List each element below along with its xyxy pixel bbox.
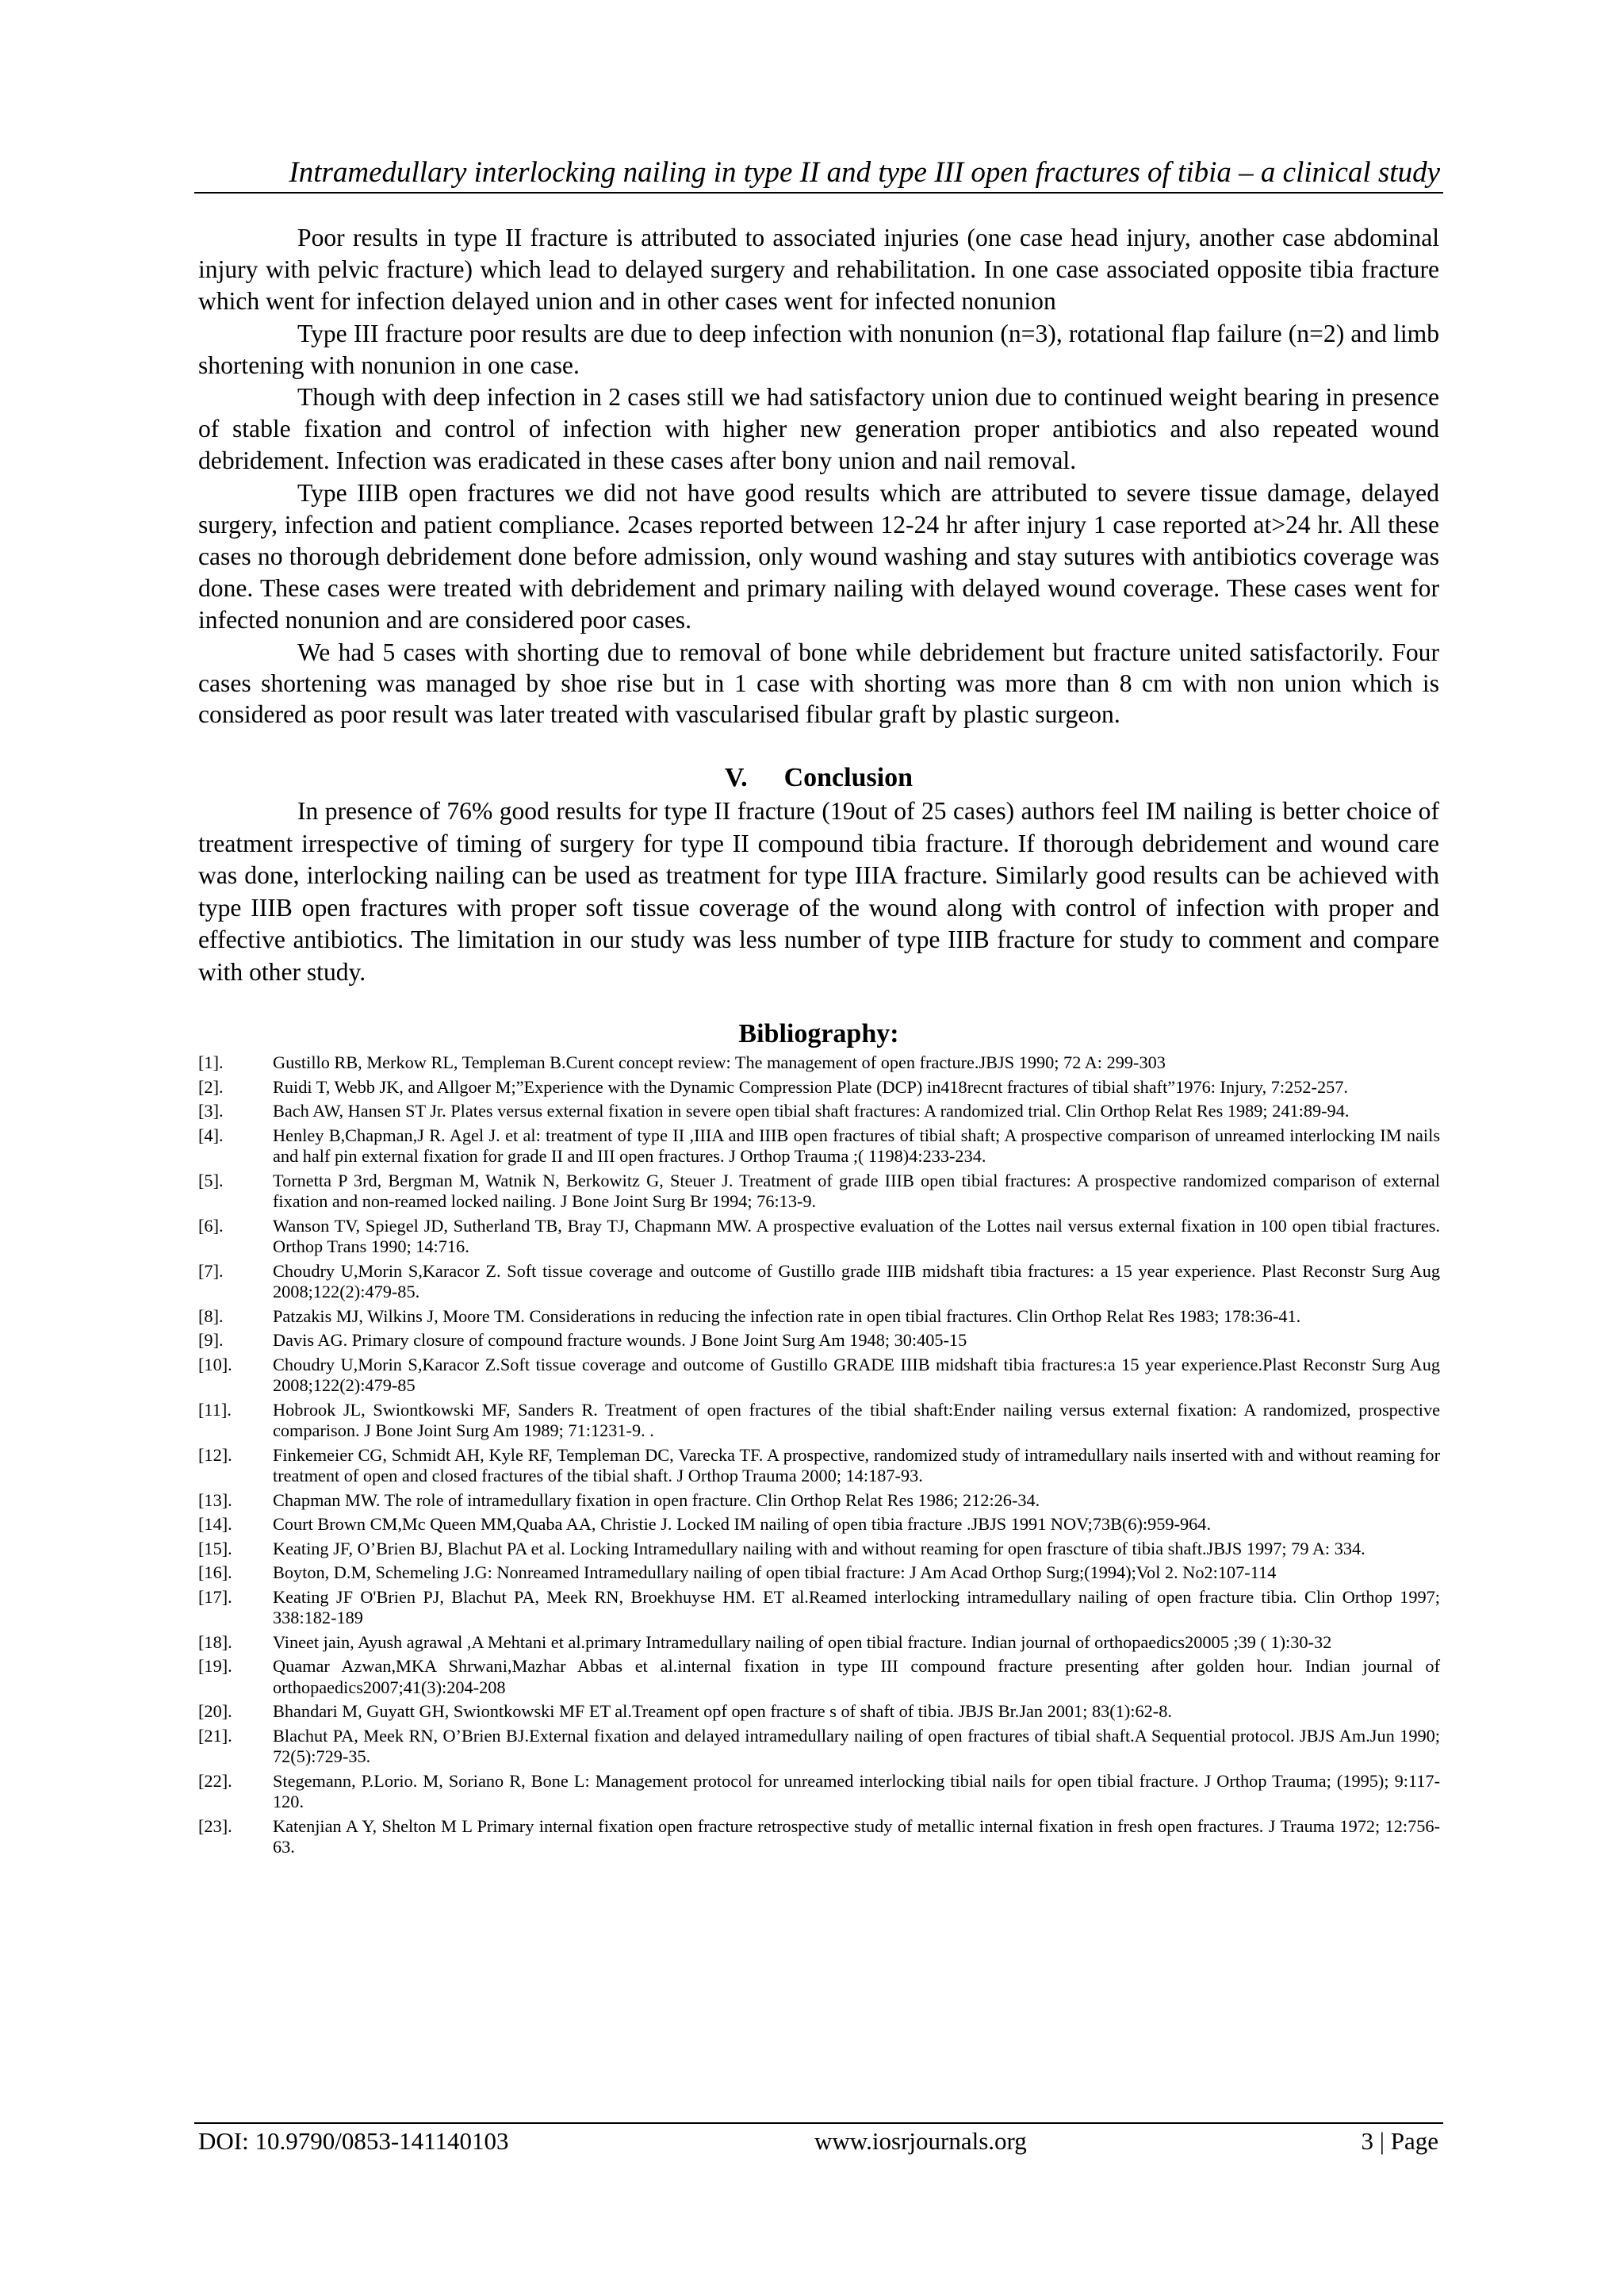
- discussion-body: [198, 222, 1439, 730]
- reference-text: Patzakis MJ, Wilkins J, Moore TM. Considerations in reducing the infection rate in open tibial fractures. Clin Orthop Relat Res 1983; 178:36-41.: [273, 1305, 1301, 1326]
- reference-text: Davis AG. Primary closure of compound fracture wounds. J Bone Joint Surg Am 1948; 30:405-15: [273, 1330, 967, 1350]
- section-title: Conclusion: [783, 763, 914, 792]
- reference-text: Court Brown CM,Mc Queen MM,Quaba AA, Christie J. Locked IM nailing of open tibia fracture .JBJS 1991 NOV;73B(6):959-964.: [273, 1514, 1212, 1534]
- reference-item: [198, 1726, 1440, 1768]
- reference-text: Quamar Azwan,MKA Shrwani,Mazhar Abbas et al.internal fixation in type III compound fracture presenting after golden hour. Indian journal of orthopaedics2007;41(3):204-208: [273, 1656, 1440, 1697]
- reference-number: [20].: [198, 1701, 232, 1721]
- reference-item: [198, 1562, 1440, 1584]
- reference-number: [5].: [198, 1170, 224, 1190]
- reference-number: [2].: [198, 1076, 224, 1097]
- reference-text: Katenjian A Y, Shelton M L Primary internal fixation open fracture retrospective study of metallic internal fixation in fresh open fractures. J Trauma 1972; 12:756-63.: [273, 1815, 1440, 1857]
- reference-item: [198, 1771, 1440, 1813]
- reference-list: [198, 1052, 1440, 1861]
- reference-text: Chapman MW. The role of intramedullary fixation in open fracture. Clin Orthop Relat Res 1986; 212:26-34.: [273, 1489, 1040, 1510]
- reference-number: [15].: [198, 1538, 232, 1558]
- reference-text: Gustillo RB, Merkow RL, Templeman B.Curent concept review: The management of open fracture.JBJS 1990; 72 A: 299-303: [273, 1052, 1166, 1072]
- header-divider: [194, 192, 1443, 194]
- reference-number: [17].: [198, 1586, 232, 1607]
- reference-text: Choudry U,Morin S,Karacor Z.Soft tissue coverage and outcome of Gustillo GRADE IIIB midshaft tibia fractures:a 15 year experience.Plast Reconstr Surg Aug 2008;122(2):479-85: [273, 1354, 1440, 1395]
- reference-item: [198, 1171, 1440, 1213]
- running-header-title: Intramedullary interlocking nailing in type II and type III open fractures of tibia – a clinical study: [289, 156, 1440, 189]
- reference-item: [198, 1330, 1440, 1351]
- reference-text: Wanson TV, Spiegel JD, Sutherland TB, Bray TJ, Chapmann MW. A prospective evaluation of the Lottes nail versus external fixation in 100 open tibial fractures. Orthop Trans 1990; 14:716.: [273, 1215, 1440, 1256]
- reference-number: [8].: [198, 1305, 224, 1326]
- reference-item: [198, 1816, 1440, 1858]
- reference-item: [198, 1306, 1440, 1328]
- footer-divider: [194, 2122, 1443, 2124]
- reference-number: [9].: [198, 1330, 224, 1350]
- reference-text: Stegemann, P.Lorio. M, Soriano R, Bone L: Management protocol for unreamed interlocking tibial nails for open tibial fracture. J Orthop Trauma; (1995); 9:117-120.: [273, 1770, 1440, 1811]
- reference-item: [198, 1539, 1440, 1560]
- reference-number: [21].: [198, 1725, 232, 1746]
- reference-item: [198, 1400, 1440, 1442]
- reference-item: [198, 1355, 1440, 1397]
- paragraph: We had 5 cases with shorting due to removal of bone while debridement but fracture united satisfactorily. Four cases shortening was managed by shoe rise but in 1 case with shorting was more than 8 cm with non union which is considered as poor result was later treated with vascularised fibular graft by plastic surgeon.: [198, 638, 1439, 729]
- reference-number: [19].: [198, 1656, 232, 1676]
- reference-text: Tornetta P 3rd, Bergman M, Watnik N, Berkowitz G, Steuer J. Treatment of grade IIIB open tibial fractures: A prospective randomized comparison of external fixation and non-reamed locked nailing. J Bone Joint Surg Br 1994; 76:13-9.: [273, 1170, 1440, 1211]
- reference-item: [198, 1656, 1440, 1698]
- reference-text: Boyton, D.M, Schemeling J.G: Nonreamed Intramedullary nailing of open tibial fracture: J Am Acad Orthop Surg;(1994);Vol 2. No2:107-114: [273, 1562, 1277, 1582]
- reference-text: Henley B,Chapman,J R. Agel J. et al: treatment of type II ,IIIA and IIIB open fractures of tibial shaft; A prospective comparison of unreamed interlocking IM nails and half pin external fixation for grade II and III open fractures. J Orthop Trauma ;( 1198)4:233-234.: [273, 1125, 1440, 1166]
- footer-doi: DOI: 10.9790/0853-141140103: [198, 2127, 509, 2155]
- reference-number: [16].: [198, 1562, 232, 1582]
- reference-item: [198, 1052, 1440, 1074]
- reference-item: [198, 1445, 1440, 1487]
- reference-item: [198, 1701, 1440, 1723]
- reference-item: [198, 1101, 1440, 1122]
- reference-number: [22].: [198, 1770, 232, 1791]
- reference-number: [14].: [198, 1514, 232, 1534]
- reference-item: [198, 1587, 1440, 1629]
- reference-number: [7].: [198, 1260, 224, 1281]
- reference-item: [198, 1490, 1440, 1512]
- reference-item: [198, 1216, 1440, 1258]
- reference-number: [11].: [198, 1399, 232, 1420]
- footer-page-number: 3 | Page: [1361, 2127, 1438, 2155]
- reference-item: [198, 1632, 1440, 1654]
- reference-text: Vineet jain, Ayush agrawal ,A Mehtani et al.primary Intramedullary nailing of open tibial fracture. Indian journal of orthopaedics20005 ;39 ( 1):30-32: [273, 1631, 1332, 1652]
- reference-text: Ruidi T, Webb JK, and Allgoer M;”Experience with the Dynamic Compression Plate (DCP) in418recnt fractures of tibial shaft”1976: Injury, 7:252-257.: [273, 1076, 1348, 1097]
- footer-website: www.iosrjournals.org: [814, 2127, 1027, 2155]
- paragraph: Type IIIB open fractures we did not have good results which are attributed to severe tissue damage, delayed surgery, infection and patient compliance. 2cases reported between 12-24 hr after injury 1 case reported at>24 hr. All these cases no thorough debridement done before admission, only wound washing and stay sutures with antibiotics coverage was done. These cases were treated with debridement and primary nailing with delayed wound coverage. These cases went for infected nonunion and are considered poor cases.: [198, 478, 1439, 634]
- bibliography-heading: Bibliography:: [738, 1019, 899, 1048]
- paragraph: Though with deep infection in 2 cases still we had satisfactory union due to continued weight bearing in presence of stable fixation and control of infection with higher new generation proper antibiotics and also repeated wound debridement. Infection was eradicated in these cases after bony union and nail removal.: [198, 383, 1439, 475]
- reference-text: Keating JF, O’Brien BJ, Blachut PA et al. Locking Intramedullary nailing with and without reaming for open frascture of tibia shaft.JBJS 1997; 79 A: 334.: [273, 1538, 1365, 1558]
- reference-item: [198, 1125, 1440, 1167]
- conclusion-heading: [198, 761, 1439, 795]
- paragraph: Poor results in type II fracture is attributed to associated injuries (one case head injury, another case abdominal injury with pelvic fracture) which lead to delayed surgery and rehabilitation. In one case associated opposite tibia fracture which went for infection delayed union and in other cases went for infected nonunion: [198, 224, 1439, 316]
- reference-number: [10].: [198, 1354, 232, 1374]
- reference-number: [1].: [198, 1052, 224, 1072]
- reference-text: Finkemeier CG, Schmidt AH, Kyle RF, Templeman DC, Varecka TF. A prospective, randomized study of intramedullary nails inserted with and without reaming for treatment of open and closed fractures of the tibial shaft. J Orthop Trauma 2000; 14:187-93.: [273, 1444, 1440, 1485]
- reference-number: [6].: [198, 1215, 224, 1236]
- reference-text: Blachut PA, Meek RN, O’Brien BJ.External fixation and delayed intramedullary nailing of open fractures of tibial shaft.A Sequential protocol. JBJS Am.Jun 1990; 72(5):729-35.: [273, 1725, 1440, 1766]
- reference-number: [18].: [198, 1631, 232, 1652]
- reference-number: [3].: [198, 1101, 224, 1121]
- reference-item: [198, 1077, 1440, 1098]
- reference-text: Keating JF O'Brien PJ, Blachut PA, Meek RN, Broekhuyse HM. ET al.Reamed interlocking intramedullary nailing of open fracture tibia. Clin Orthop 1997; 338:182-189: [273, 1586, 1440, 1627]
- reference-text: Bhandari M, Guyatt GH, Swiontkowski MF ET al.Treament opf open fracture s of shaft of tibia. JBJS Br.Jan 2001; 83(1):62-8.: [273, 1701, 1172, 1721]
- conclusion-body: [198, 795, 1439, 988]
- reference-number: [4].: [198, 1125, 224, 1145]
- reference-item: [198, 1261, 1440, 1303]
- reference-number: [13].: [198, 1489, 232, 1510]
- reference-number: [12].: [198, 1444, 232, 1465]
- reference-item: [198, 1514, 1440, 1535]
- paragraph: In presence of 76% good results for type II fracture (19out of 25 cases) authors feel IM nailing is better choice of treatment irrespective of timing of surgery for type II compound tibia fracture. If thorough debridement and wound care was done, interlocking nailing can be used as treatment for type IIIA fracture. Similarly good results can be achieved with type IIIB open fractures with proper soft tissue coverage of the wound along with control of infection with proper and effective antibiotics. The limitation in our study was less number of type IIIB fracture for study to comment and compare with other study.: [198, 797, 1439, 986]
- paragraph: Type III fracture poor results are due to deep infection with nonunion (n=3), rotational flap failure (n=2) and limb shortening with nonunion in one case.: [198, 319, 1439, 379]
- reference-text: Hobrook JL, Swiontkowski MF, Sanders R. Treatment of open fractures of the tibial shaft:Ender nailing versus external fixation: A randomized, prospective comparison. J Bone Joint Surg Am 1989; 71:1231-9. .: [273, 1399, 1440, 1440]
- reference-text: Bach AW, Hansen ST Jr. Plates versus external fixation in severe open tibial shaft fractures: A randomized trial. Clin Orthop Relat Res 1989; 241:89-94.: [273, 1101, 1350, 1121]
- reference-text: Choudry U,Morin S,Karacor Z. Soft tissue coverage and outcome of Gustillo grade IIIB midshaft tibia fractures: a 15 year experience. Plast Reconstr Surg Aug 2008;122(2):479-85.: [273, 1260, 1440, 1301]
- section-number: V.: [724, 763, 748, 792]
- reference-number: [23].: [198, 1815, 232, 1836]
